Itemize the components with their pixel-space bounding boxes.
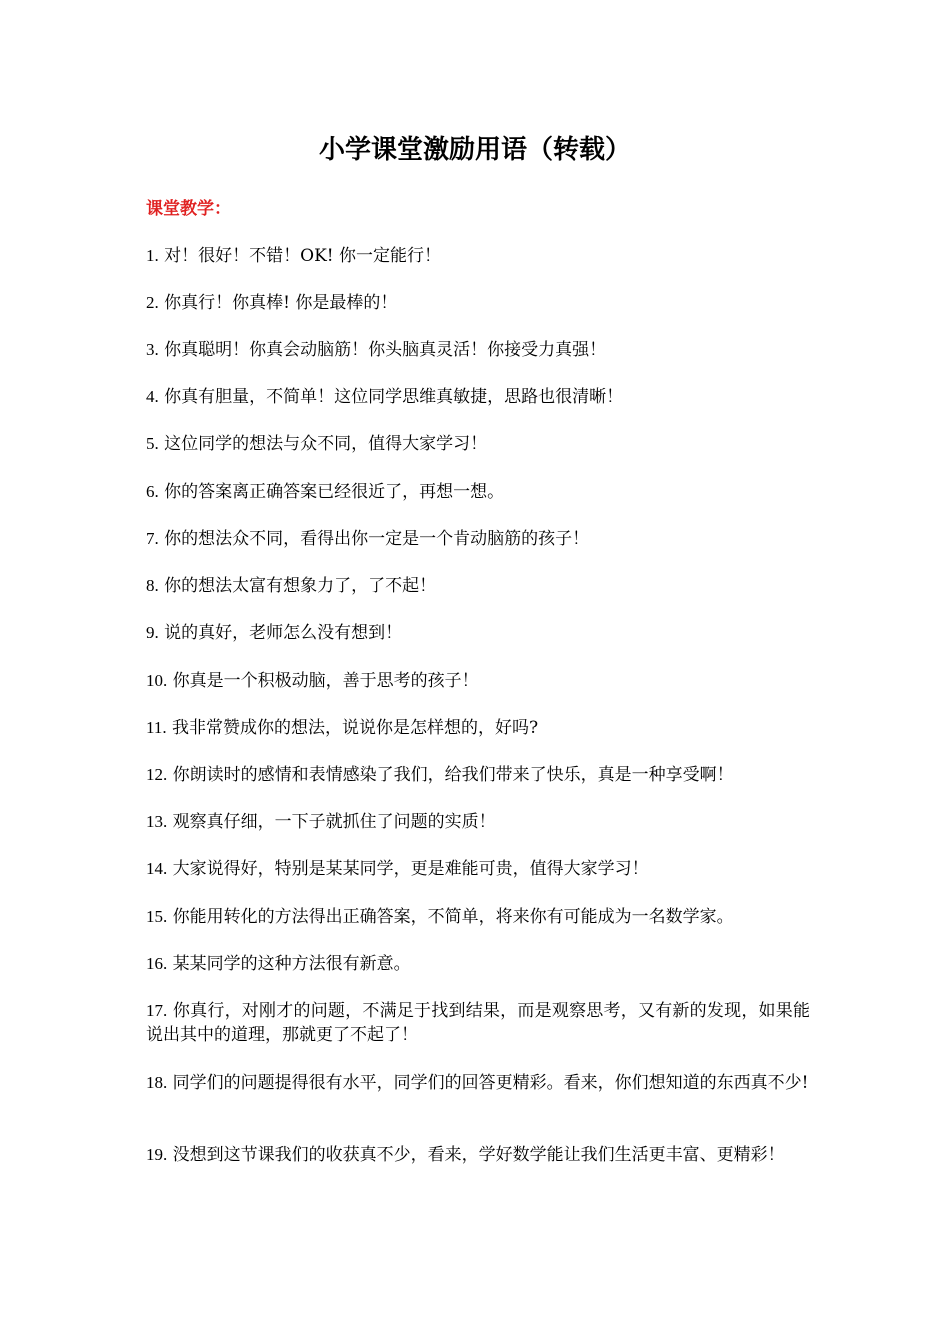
list-item: [146, 716, 810, 740]
list-item: [146, 574, 810, 598]
item-text: 你真行，对刚才的问题，不满足于找到结果，而是观察思考，又有新的发现，如果能说出其中的道理，那就更了不起了！: [146, 1001, 811, 1045]
item-text: 你的答案离正确答案已经很近了，再想一想。: [164, 482, 505, 502]
list-item: [146, 291, 810, 315]
item-text: 大家说得好，特别是某某同学，更是难能可贵，值得大家学习！: [172, 859, 649, 879]
list-item: [146, 621, 810, 645]
item-text: 你真行！你真棒! 你是最棒的！: [164, 293, 398, 313]
item-text: 我非常赞成你的想法，说说你是怎样想的，好吗?: [172, 718, 539, 738]
list-item: [146, 1143, 810, 1167]
list-item: [146, 244, 810, 268]
list-item: [146, 905, 810, 929]
list-item: [146, 338, 810, 362]
item-number: 8.: [146, 576, 159, 595]
item-number: 3.: [146, 340, 159, 359]
item-number: 18.: [146, 1073, 168, 1092]
list-item: [146, 999, 810, 1047]
item-number: 7.: [146, 529, 159, 548]
item-number: 11.: [146, 718, 167, 737]
list-item: [146, 432, 810, 456]
page-title: 小学课堂激励用语（转载）: [318, 135, 631, 165]
list-item: [146, 763, 810, 787]
item-number: 9.: [146, 623, 159, 642]
list-item: [146, 669, 810, 693]
item-text: 对！很好！不错！OK! 你一定能行！: [164, 246, 442, 266]
list-item: [146, 480, 810, 504]
list-item: [146, 527, 810, 551]
list-item: [146, 1071, 810, 1095]
item-number: 15.: [146, 907, 168, 926]
item-text: 你的想法太富有想象力了，了不起！: [164, 576, 437, 596]
item-number: 16.: [146, 954, 168, 973]
item-text: 说的真好，老师怎么没有想到！: [164, 623, 403, 643]
list-item: [146, 952, 810, 976]
item-text: 你真是一个积极动脑，善于思考的孩子！: [172, 671, 479, 691]
item-text: 观察真仔细，一下子就抓住了问题的实质！: [172, 812, 496, 832]
item-number: 10.: [146, 671, 168, 690]
item-text: 同学们的问题提得很有水平，同学们的回答更精彩。看来，你们想知道的东西真不少!: [172, 1073, 809, 1093]
item-number: 13.: [146, 812, 168, 831]
list-item: [146, 857, 810, 881]
item-number: 6.: [146, 482, 159, 501]
list-item: [146, 385, 810, 409]
item-number: 14.: [146, 859, 168, 878]
item-text: 这位同学的想法与众不同，值得大家学习！: [164, 434, 488, 454]
item-text: 你能用转化的方法得出正确答案，不简单，将来你有可能成为一名数学家。: [172, 907, 734, 927]
item-number: 12.: [146, 765, 168, 784]
item-number: 1.: [146, 246, 159, 265]
item-text: 没想到这节课我们的收获真不少，看来，学好数学能让我们生活更丰富、更精彩！: [172, 1145, 785, 1165]
item-text: 你的想法众不同，看得出你一定是一个肯动脑筋的孩子！: [164, 529, 590, 549]
item-number: 2.: [146, 293, 159, 312]
section-heading: 课堂教学：: [146, 199, 231, 219]
item-number: 4.: [146, 387, 159, 406]
item-number: 5.: [146, 434, 159, 453]
item-text: 你真有胆量，不简单！这位同学思维真敏捷，思路也很清晰！: [164, 387, 624, 407]
item-text: 你真聪明！你真会动脑筋！你头脑真灵活！你接受力真强！: [164, 340, 607, 360]
item-text: 某某同学的这种方法很有新意。: [172, 954, 411, 974]
item-number: 17.: [146, 1001, 168, 1020]
item-text: 你朗读时的感情和表情感染了我们，给我们带来了快乐，真是一种享受啊！: [172, 765, 734, 785]
list-item: [146, 810, 810, 834]
item-number: 19.: [146, 1145, 168, 1164]
